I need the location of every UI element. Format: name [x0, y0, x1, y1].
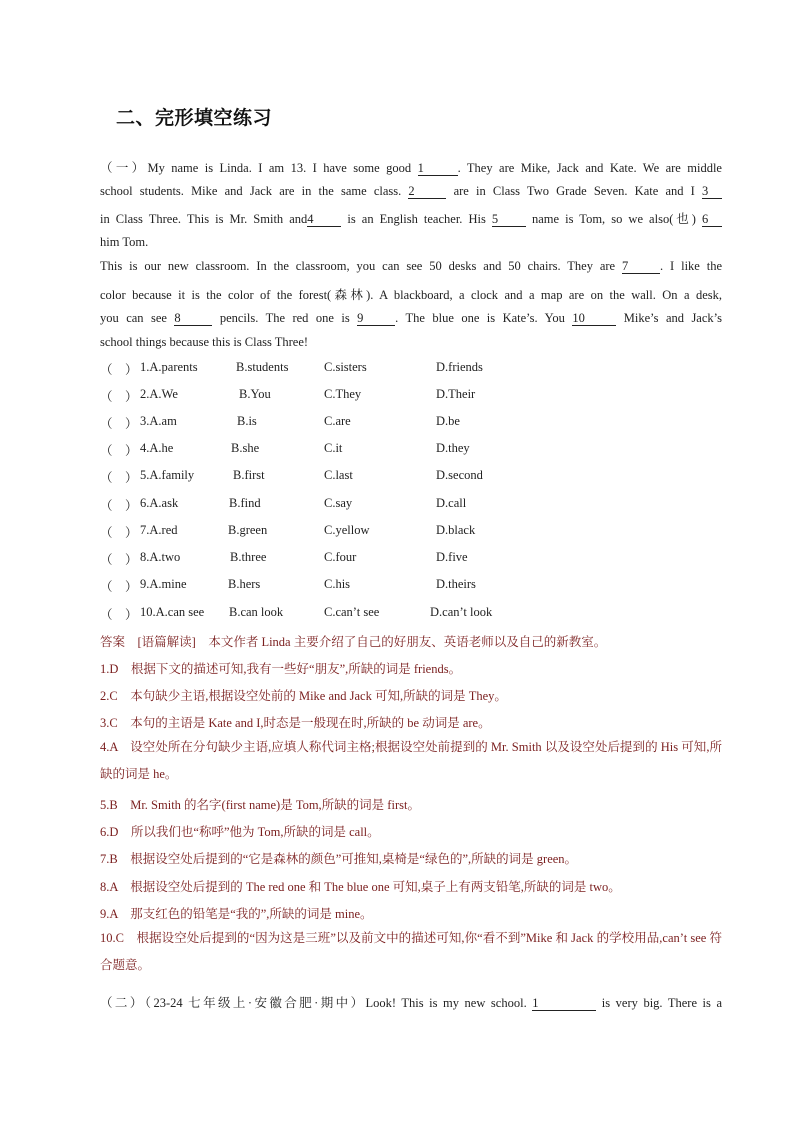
blank-1[interactable]: 1 [418, 162, 458, 176]
option-row [100, 496, 720, 514]
option-d: D.second [436, 468, 483, 482]
option-a: 10.A.can see [140, 605, 205, 619]
option-b: B.first [233, 468, 265, 482]
blank-2[interactable]: 2 [408, 185, 446, 199]
option-a: 8.A.two [140, 550, 181, 564]
option-a: 4.A.he [140, 441, 174, 455]
option-d: D.they [436, 441, 470, 455]
answer-paren[interactable]: （ ） [100, 580, 138, 594]
answer-9: 9.A 那支红色的铅笔是“我的”,所缺的词是 mine。 [100, 907, 373, 921]
option-row [100, 468, 720, 486]
passage1-line1: （一）My name is Linda. I am 13. I have some good 1 . They are Mike, Jack and Kate. We are middle [100, 161, 722, 175]
option-c: C.last [324, 468, 353, 482]
option-a: 1.A.parents [140, 360, 198, 374]
blank-3[interactable]: 3 [702, 185, 722, 199]
option-d: D.be [436, 414, 460, 428]
answer-3: 3.C 本句的主语是 Kate and I,时态是一般现在时,所缺的 be 动词是 are。 [100, 716, 491, 730]
option-row [100, 523, 720, 541]
option-c: C.They [324, 387, 362, 401]
blank-8[interactable]: 8 [174, 312, 212, 326]
option-c: C.say [324, 496, 353, 510]
answer-paren[interactable]: （ ） [100, 363, 138, 377]
option-d: D.can’t look [430, 605, 493, 619]
answer-8: 8.A 根据设空处后提到的 The red one 和 The blue one 可知,桌子上有两支铅笔,所缺的词是 two。 [100, 880, 621, 894]
passage2-line1: （二）（23-24 七年级上·安徽合肥·期中）Look! This is my new school. 1 is very big. There is a [100, 996, 722, 1010]
option-d: D.black [436, 523, 476, 537]
answer-paren[interactable]: （ ） [100, 608, 138, 622]
option-b: B.she [231, 441, 260, 455]
option-row [100, 414, 720, 432]
passage1-line6: color because it is the color of the forest(森林). A blackboard, a clock and a map are on the wall. On a desk, [100, 288, 722, 302]
option-c: C.can’t see [324, 605, 380, 619]
option-d: D.call [436, 496, 467, 510]
blank-10[interactable]: 10 [572, 312, 616, 326]
passage1-line3: in Class Three. This is Mr. Smith and4 is an English teacher. His 5 name is Tom, so we also(也) 6 [100, 209, 722, 227]
option-b: B.three [230, 550, 267, 564]
option-b: B.find [229, 496, 261, 510]
option-c: C.sisters [324, 360, 367, 374]
option-row [100, 441, 720, 459]
option-row [100, 605, 720, 623]
option-d: D.theirs [436, 577, 476, 591]
answer-1: 1.D 根据下文的描述可知,我有一些好“朋友”,所缺的词是 friends。 [100, 662, 462, 676]
option-row [100, 577, 720, 595]
option-b: B.is [237, 414, 257, 428]
blank-5[interactable]: 5 [492, 213, 526, 227]
option-a: 3.A.am [140, 414, 177, 428]
option-c: C.his [324, 577, 351, 591]
option-d: D.friends [436, 360, 483, 374]
answer-paren[interactable]: （ ） [100, 417, 138, 431]
blank-7[interactable]: 7 [622, 260, 660, 274]
option-b: B.You [239, 387, 271, 401]
option-c: C.yellow [324, 523, 370, 537]
answer-paren[interactable]: （ ） [100, 471, 138, 485]
passage1-line8: school things because this is Class Three! [100, 335, 309, 349]
answer-paren[interactable]: （ ） [100, 499, 138, 513]
blank-9[interactable]: 9 [357, 312, 395, 326]
option-c: C.it [324, 441, 343, 455]
answer-paren[interactable]: （ ） [100, 553, 138, 567]
blank-4[interactable]: 4 [307, 213, 341, 227]
option-c: C.four [324, 550, 357, 564]
passage1-line2: school students. Mike and Jack are in the same class. 2 are in Class Two Grade Seven. Kate and I 3 [100, 184, 722, 199]
option-a: 9.A.mine [140, 577, 187, 591]
answer-header: 答案 [语篇解读] 本文作者 Linda 主要介绍了自己的好朋友、英语老师以及自己的新教室。 [100, 635, 607, 649]
section-title: 二、完形填空练习 [116, 108, 273, 129]
option-b: B.hers [228, 577, 261, 591]
answer-4: 4.A 设空处所在分句缺少主语,应填人称代词主格;根据设空处前提到的 Mr. Smith 以及设空处后提到的 His 可知,所缺的词是 he。 [100, 740, 722, 781]
option-a: 2.A.We [140, 387, 178, 401]
option-b: B.can look [229, 605, 284, 619]
option-d: D.Their [436, 387, 476, 401]
option-b: B.students [236, 360, 289, 374]
answer-6: 6.D 所以我们也“称呼”他为 Tom,所缺的词是 call。 [100, 825, 380, 839]
option-a: 6.A.ask [140, 496, 179, 510]
passage1-line5: This is our new classroom. In the classroom, you can see 50 desks and 50 chairs. They are 7 . I like the [100, 259, 722, 273]
answer-7: 7.B 根据设空处后提到的“它是森林的颜色”可推知,桌椅是“绿色的”,所缺的词是 green。 [100, 852, 578, 866]
answer-paren[interactable]: （ ） [100, 526, 138, 540]
answer-2: 2.C 本句缺少主语,根据设空处前的 Mike and Jack 可知,所缺的词是 They。 [100, 689, 507, 703]
option-row [100, 387, 720, 405]
passage1-line4: him Tom. [100, 235, 149, 249]
option-row [100, 550, 720, 568]
option-d: D.five [436, 550, 468, 564]
option-a: 5.A.family [140, 468, 195, 482]
option-row [100, 360, 720, 378]
blank-6[interactable]: 6 [702, 213, 722, 227]
answer-10: 10.C 根据设空处后提到的“因为这是三班”以及前文中的描述可知,你“看不到”Mike 和 Jack 的学校用品,can’t see 符合题意。 [100, 931, 722, 972]
passage1-line7: you can see 8 pencils. The red one is 9 . The blue one is Kate’s. You 10 Mike’s and Jack’s [100, 311, 722, 325]
passage2-blank-1[interactable]: 1 [532, 997, 596, 1011]
answer-5: 5.B Mr. Smith 的名字(first name)是 Tom,所缺的词是 first。 [100, 798, 420, 812]
option-c: C.are [324, 414, 351, 428]
answer-paren[interactable]: （ ） [100, 444, 138, 458]
option-a: 7.A.red [140, 523, 178, 537]
option-b: B.green [228, 523, 268, 537]
answer-paren[interactable]: （ ） [100, 390, 138, 404]
